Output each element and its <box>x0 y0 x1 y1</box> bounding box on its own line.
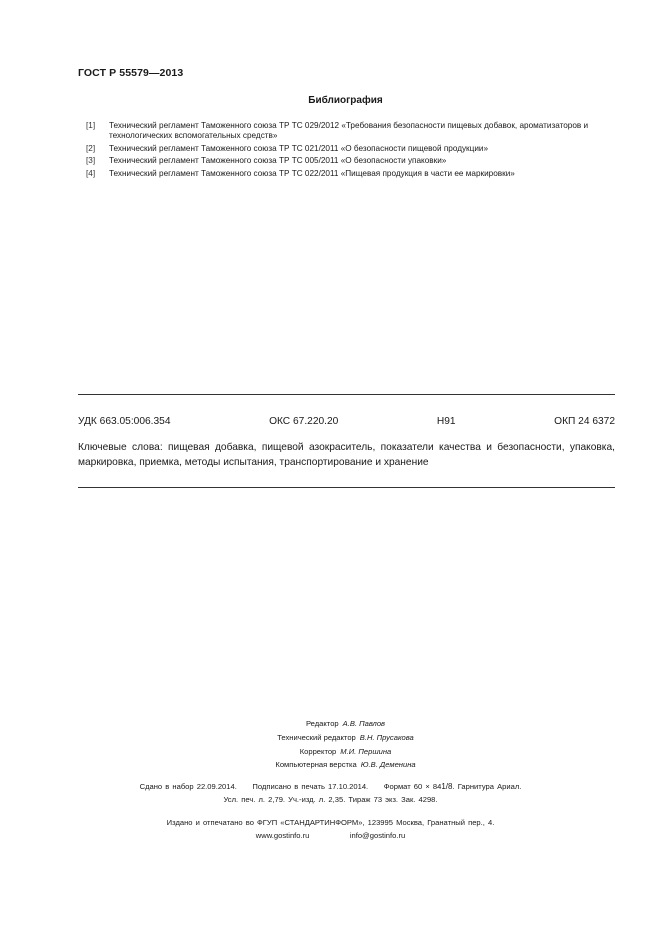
classification-codes <box>78 416 615 427</box>
bibliography-list <box>86 121 626 181</box>
publisher-line: Издано и отпечатано во ФГУП «СТАНДАРТИНФОРМ», 123995 Москва, Гранатный пер., 4. <box>166 818 495 827</box>
credit-role: Редактор <box>305 719 339 728</box>
website-link[interactable]: www.gostinfo.ru <box>255 831 310 840</box>
credit-name: А.В. Павлов <box>342 719 386 728</box>
reference-number: [2] <box>86 143 96 153</box>
list-item <box>86 121 626 142</box>
imprint-typeface: . Гарнитура Ариал. <box>452 782 522 791</box>
reference-text: Технический регламент Таможенного союза ТР ТС 005/2011 «О безопасности упаковки» <box>109 156 447 166</box>
imprint-typeset-date: Сдано в набор 22.09.2014. <box>139 782 237 791</box>
credits-block <box>0 717 661 772</box>
bibliography-title: Библиография <box>308 95 383 106</box>
list-item <box>86 144 626 154</box>
credit-line <box>0 717 661 731</box>
credit-line <box>0 745 661 759</box>
credit-line <box>0 731 661 745</box>
list-item <box>86 156 626 166</box>
udk-code: УДК 663.05:006.354 <box>78 416 171 427</box>
divider-top <box>78 394 615 395</box>
credit-role: Корректор <box>299 746 337 756</box>
divider-bottom <box>78 487 615 488</box>
reference-number: [1] <box>86 121 96 130</box>
credit-role: Компьютерная верстка <box>275 760 357 770</box>
credit-line <box>0 758 661 772</box>
reference-number: [3] <box>86 156 96 166</box>
group-code: Н91 <box>436 416 456 427</box>
imprint-signed-date: Подписано в печать 17.10.2014. <box>252 782 369 791</box>
keywords: Ключевые слова: пищевая добавка, пищевой азокраситель, показатели качества и безопасности, упаковка, маркировка, приемка, методы испытания, транспортирование и хранение <box>78 442 615 468</box>
credit-role: Технический редактор <box>277 732 356 742</box>
imprint-format: Формат 60 × 84 <box>383 782 442 791</box>
credit-name: В.Н. Прусакова <box>359 732 414 742</box>
list-item <box>86 169 626 179</box>
reference-number: [4] <box>86 168 96 178</box>
credit-name: М.И. Першина <box>340 746 392 756</box>
imprint-line-2: Усл. печ. л. 2,79. Уч.-изд. л. 2,35. Тираж 73 экз. Зак. 4298. <box>223 795 438 804</box>
imprint-format-fraction: 1/8 <box>441 782 453 791</box>
contacts-line <box>0 831 661 840</box>
credit-name: Ю.В. Деменина <box>360 760 416 770</box>
reference-text: Технический регламент Таможенного союза ТР ТС 029/2012 «Требования безопасности пищевых добавок, ароматизаторов и технологических вспомогательных средств» <box>109 121 589 141</box>
imprint-line-1 <box>0 782 661 791</box>
reference-text: Технический регламент Таможенного союза ТР ТС 022/2011 «Пищевая продукция в части ее маркировки» <box>109 168 515 178</box>
document-id: ГОСТ Р 55579—2013 <box>78 67 184 79</box>
reference-text: Технический регламент Таможенного союза ТР ТС 021/2011 «О безопасности пищевой продукции» <box>109 143 489 153</box>
oks-code: ОКС 67.220.20 <box>269 416 339 427</box>
email-link[interactable]: info@gostinfo.ru <box>349 831 406 840</box>
okp-code: ОКП 24 6372 <box>554 416 615 427</box>
